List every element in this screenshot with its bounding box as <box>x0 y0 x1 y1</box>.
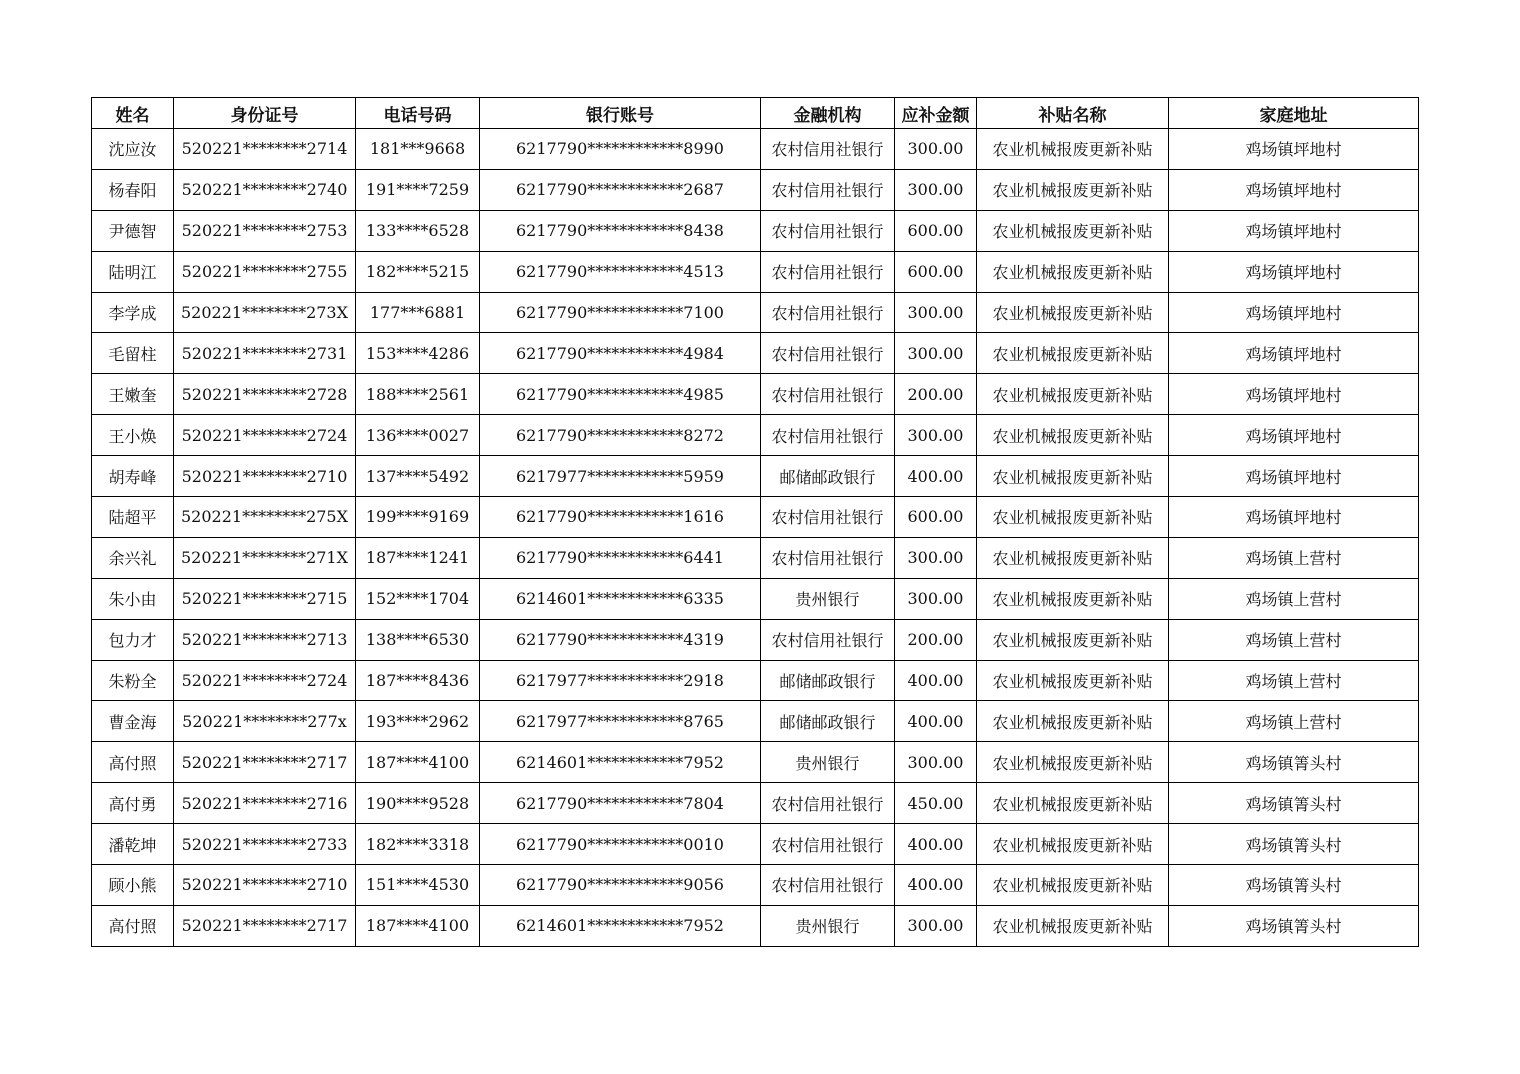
cell-name: 陆超平 <box>92 497 174 538</box>
cell-name: 高付照 <box>92 742 174 783</box>
cell-amount: 300.00 <box>895 333 977 374</box>
cell-amount: 300.00 <box>895 905 977 946</box>
cell-id-number: 520221********2740 <box>174 169 356 210</box>
cell-phone: 137****5492 <box>356 456 480 497</box>
cell-bank-account: 6217790************4984 <box>480 333 761 374</box>
cell-subsidy-name: 农业机械报废更新补贴 <box>977 210 1169 251</box>
cell-name: 潘乾坤 <box>92 824 174 865</box>
cell-id-number: 520221********2710 <box>174 865 356 906</box>
cell-phone: 188****2561 <box>356 374 480 415</box>
cell-phone: 133****6528 <box>356 210 480 251</box>
cell-institution: 农村信用社银行 <box>761 210 895 251</box>
cell-id-number: 520221********277x <box>174 701 356 742</box>
cell-name: 王小焕 <box>92 415 174 456</box>
cell-amount: 600.00 <box>895 497 977 538</box>
cell-phone: 187****1241 <box>356 537 480 578</box>
cell-phone: 153****4286 <box>356 333 480 374</box>
cell-bank-account: 6217790************6441 <box>480 537 761 578</box>
cell-address: 鸡场镇上营村 <box>1169 660 1419 701</box>
table-row <box>92 292 1419 333</box>
column-header-subsidy-name: 补贴名称 <box>977 98 1169 129</box>
cell-subsidy-name: 农业机械报废更新补贴 <box>977 374 1169 415</box>
cell-institution: 农村信用社银行 <box>761 374 895 415</box>
table-row <box>92 169 1419 210</box>
cell-address: 鸡场镇上营村 <box>1169 578 1419 619</box>
cell-address: 鸡场镇上营村 <box>1169 701 1419 742</box>
table-header-row <box>92 98 1419 129</box>
cell-subsidy-name: 农业机械报废更新补贴 <box>977 701 1169 742</box>
cell-phone: 182****3318 <box>356 824 480 865</box>
cell-phone: 190****9528 <box>356 783 480 824</box>
cell-name: 顾小熊 <box>92 865 174 906</box>
column-header-name: 姓名 <box>92 98 174 129</box>
cell-id-number: 520221********2715 <box>174 578 356 619</box>
table-row <box>92 824 1419 865</box>
cell-name: 尹德智 <box>92 210 174 251</box>
cell-address: 鸡场镇箐头村 <box>1169 742 1419 783</box>
cell-institution: 邮储邮政银行 <box>761 701 895 742</box>
cell-amount: 300.00 <box>895 292 977 333</box>
cell-subsidy-name: 农业机械报废更新补贴 <box>977 865 1169 906</box>
cell-bank-account: 6217790************2687 <box>480 169 761 210</box>
cell-bank-account: 6214601************7952 <box>480 742 761 783</box>
cell-id-number: 520221********2717 <box>174 742 356 783</box>
cell-subsidy-name: 农业机械报废更新补贴 <box>977 415 1169 456</box>
column-header-address: 家庭地址 <box>1169 98 1419 129</box>
cell-id-number: 520221********2716 <box>174 783 356 824</box>
cell-institution: 邮储邮政银行 <box>761 660 895 701</box>
cell-institution: 农村信用社银行 <box>761 537 895 578</box>
cell-name: 毛留柱 <box>92 333 174 374</box>
cell-id-number: 520221********2724 <box>174 415 356 456</box>
cell-amount: 400.00 <box>895 701 977 742</box>
table-row <box>92 905 1419 946</box>
table-row <box>92 210 1419 251</box>
cell-subsidy-name: 农业机械报废更新补贴 <box>977 497 1169 538</box>
cell-subsidy-name: 农业机械报废更新补贴 <box>977 619 1169 660</box>
cell-subsidy-name: 农业机械报废更新补贴 <box>977 578 1169 619</box>
cell-name: 李学成 <box>92 292 174 333</box>
cell-amount: 200.00 <box>895 619 977 660</box>
cell-subsidy-name: 农业机械报废更新补贴 <box>977 251 1169 292</box>
table-row <box>92 497 1419 538</box>
table-row <box>92 865 1419 906</box>
table-row <box>92 251 1419 292</box>
cell-id-number: 520221********2731 <box>174 333 356 374</box>
cell-id-number: 520221********2724 <box>174 660 356 701</box>
table-row <box>92 129 1419 170</box>
table-row <box>92 333 1419 374</box>
table-row <box>92 374 1419 415</box>
cell-bank-account: 6214601************7952 <box>480 905 761 946</box>
cell-id-number: 520221********2753 <box>174 210 356 251</box>
cell-amount: 200.00 <box>895 374 977 415</box>
cell-bank-account: 6214601************6335 <box>480 578 761 619</box>
cell-bank-account: 6217790************1616 <box>480 497 761 538</box>
cell-address: 鸡场镇箐头村 <box>1169 824 1419 865</box>
cell-address: 鸡场镇坪地村 <box>1169 251 1419 292</box>
cell-address: 鸡场镇坪地村 <box>1169 456 1419 497</box>
cell-institution: 农村信用社银行 <box>761 292 895 333</box>
cell-subsidy-name: 农业机械报废更新补贴 <box>977 292 1169 333</box>
cell-amount: 300.00 <box>895 129 977 170</box>
cell-amount: 400.00 <box>895 660 977 701</box>
cell-subsidy-name: 农业机械报废更新补贴 <box>977 456 1169 497</box>
cell-bank-account: 6217790************4513 <box>480 251 761 292</box>
column-header-id-number: 身份证号 <box>174 98 356 129</box>
column-header-phone: 电话号码 <box>356 98 480 129</box>
cell-amount: 450.00 <box>895 783 977 824</box>
cell-address: 鸡场镇坪地村 <box>1169 292 1419 333</box>
cell-bank-account: 6217790************7804 <box>480 783 761 824</box>
cell-id-number: 520221********2714 <box>174 129 356 170</box>
cell-institution: 农村信用社银行 <box>761 783 895 824</box>
cell-subsidy-name: 农业机械报废更新补贴 <box>977 742 1169 783</box>
cell-id-number: 520221********271X <box>174 537 356 578</box>
table-row <box>92 742 1419 783</box>
cell-phone: 181***9668 <box>356 129 480 170</box>
table-row <box>92 660 1419 701</box>
cell-institution: 农村信用社银行 <box>761 824 895 865</box>
cell-phone: 193****2962 <box>356 701 480 742</box>
cell-phone: 151****4530 <box>356 865 480 906</box>
cell-subsidy-name: 农业机械报废更新补贴 <box>977 333 1169 374</box>
cell-address: 鸡场镇箐头村 <box>1169 865 1419 906</box>
cell-bank-account: 6217977************2918 <box>480 660 761 701</box>
cell-institution: 贵州银行 <box>761 905 895 946</box>
cell-bank-account: 6217790************8272 <box>480 415 761 456</box>
cell-name: 曹金海 <box>92 701 174 742</box>
table-body <box>92 129 1419 947</box>
cell-institution: 贵州银行 <box>761 742 895 783</box>
table-row <box>92 619 1419 660</box>
cell-amount: 400.00 <box>895 824 977 865</box>
cell-address: 鸡场镇箐头村 <box>1169 905 1419 946</box>
cell-bank-account: 6217790************8990 <box>480 129 761 170</box>
cell-bank-account: 6217790************8438 <box>480 210 761 251</box>
cell-bank-account: 6217790************7100 <box>480 292 761 333</box>
cell-name: 陆明江 <box>92 251 174 292</box>
cell-id-number: 520221********2713 <box>174 619 356 660</box>
cell-phone: 199****9169 <box>356 497 480 538</box>
cell-subsidy-name: 农业机械报废更新补贴 <box>977 660 1169 701</box>
cell-id-number: 520221********2710 <box>174 456 356 497</box>
cell-subsidy-name: 农业机械报废更新补贴 <box>977 783 1169 824</box>
cell-address: 鸡场镇坪地村 <box>1169 169 1419 210</box>
cell-amount: 400.00 <box>895 865 977 906</box>
cell-subsidy-name: 农业机械报废更新补贴 <box>977 905 1169 946</box>
cell-name: 高付勇 <box>92 783 174 824</box>
table-row <box>92 701 1419 742</box>
cell-name: 杨春阳 <box>92 169 174 210</box>
cell-institution: 农村信用社银行 <box>761 333 895 374</box>
cell-id-number: 520221********2733 <box>174 824 356 865</box>
cell-subsidy-name: 农业机械报废更新补贴 <box>977 537 1169 578</box>
cell-name: 高付照 <box>92 905 174 946</box>
cell-phone: 187****4100 <box>356 742 480 783</box>
cell-amount: 600.00 <box>895 210 977 251</box>
cell-amount: 300.00 <box>895 415 977 456</box>
cell-name: 余兴礼 <box>92 537 174 578</box>
cell-subsidy-name: 农业机械报废更新补贴 <box>977 129 1169 170</box>
cell-bank-account: 6217790************9056 <box>480 865 761 906</box>
cell-phone: 187****8436 <box>356 660 480 701</box>
cell-amount: 600.00 <box>895 251 977 292</box>
cell-phone: 136****0027 <box>356 415 480 456</box>
column-header-institution: 金融机构 <box>761 98 895 129</box>
cell-amount: 300.00 <box>895 169 977 210</box>
cell-id-number: 520221********2755 <box>174 251 356 292</box>
cell-name: 王嫩奎 <box>92 374 174 415</box>
cell-name: 朱小由 <box>92 578 174 619</box>
table-row <box>92 415 1419 456</box>
cell-name: 沈应汝 <box>92 129 174 170</box>
cell-bank-account: 6217790************0010 <box>480 824 761 865</box>
column-header-amount: 应补金额 <box>895 98 977 129</box>
cell-bank-account: 6217790************4985 <box>480 374 761 415</box>
cell-institution: 农村信用社银行 <box>761 251 895 292</box>
cell-institution: 农村信用社银行 <box>761 865 895 906</box>
cell-institution: 农村信用社银行 <box>761 169 895 210</box>
cell-address: 鸡场镇坪地村 <box>1169 497 1419 538</box>
cell-phone: 152****1704 <box>356 578 480 619</box>
cell-amount: 400.00 <box>895 456 977 497</box>
cell-subsidy-name: 农业机械报废更新补贴 <box>977 824 1169 865</box>
cell-institution: 农村信用社银行 <box>761 497 895 538</box>
table-row <box>92 456 1419 497</box>
cell-address: 鸡场镇上营村 <box>1169 619 1419 660</box>
cell-id-number: 520221********275X <box>174 497 356 538</box>
cell-address: 鸡场镇上营村 <box>1169 537 1419 578</box>
cell-subsidy-name: 农业机械报废更新补贴 <box>977 169 1169 210</box>
cell-address: 鸡场镇坪地村 <box>1169 333 1419 374</box>
cell-bank-account: 6217977************5959 <box>480 456 761 497</box>
cell-institution: 贵州银行 <box>761 578 895 619</box>
subsidy-table-sheet <box>91 97 1418 947</box>
cell-institution: 农村信用社银行 <box>761 619 895 660</box>
cell-institution: 邮储邮政银行 <box>761 456 895 497</box>
table-row <box>92 537 1419 578</box>
cell-id-number: 520221********2728 <box>174 374 356 415</box>
cell-amount: 300.00 <box>895 578 977 619</box>
cell-institution: 农村信用社银行 <box>761 415 895 456</box>
cell-name: 胡寿峰 <box>92 456 174 497</box>
subsidy-table <box>91 97 1419 947</box>
table-row <box>92 783 1419 824</box>
cell-id-number: 520221********273X <box>174 292 356 333</box>
cell-address: 鸡场镇坪地村 <box>1169 210 1419 251</box>
cell-address: 鸡场镇坪地村 <box>1169 415 1419 456</box>
cell-bank-account: 6217977************8765 <box>480 701 761 742</box>
cell-name: 包力才 <box>92 619 174 660</box>
cell-phone: 138****6530 <box>356 619 480 660</box>
cell-phone: 191****7259 <box>356 169 480 210</box>
cell-institution: 农村信用社银行 <box>761 129 895 170</box>
cell-id-number: 520221********2717 <box>174 905 356 946</box>
cell-address: 鸡场镇坪地村 <box>1169 129 1419 170</box>
cell-amount: 300.00 <box>895 742 977 783</box>
table-row <box>92 578 1419 619</box>
cell-name: 朱粉全 <box>92 660 174 701</box>
cell-phone: 182****5215 <box>356 251 480 292</box>
cell-phone: 187****4100 <box>356 905 480 946</box>
cell-address: 鸡场镇箐头村 <box>1169 783 1419 824</box>
cell-bank-account: 6217790************4319 <box>480 619 761 660</box>
cell-phone: 177***6881 <box>356 292 480 333</box>
cell-amount: 300.00 <box>895 537 977 578</box>
cell-address: 鸡场镇坪地村 <box>1169 374 1419 415</box>
column-header-bank-account: 银行账号 <box>480 98 761 129</box>
